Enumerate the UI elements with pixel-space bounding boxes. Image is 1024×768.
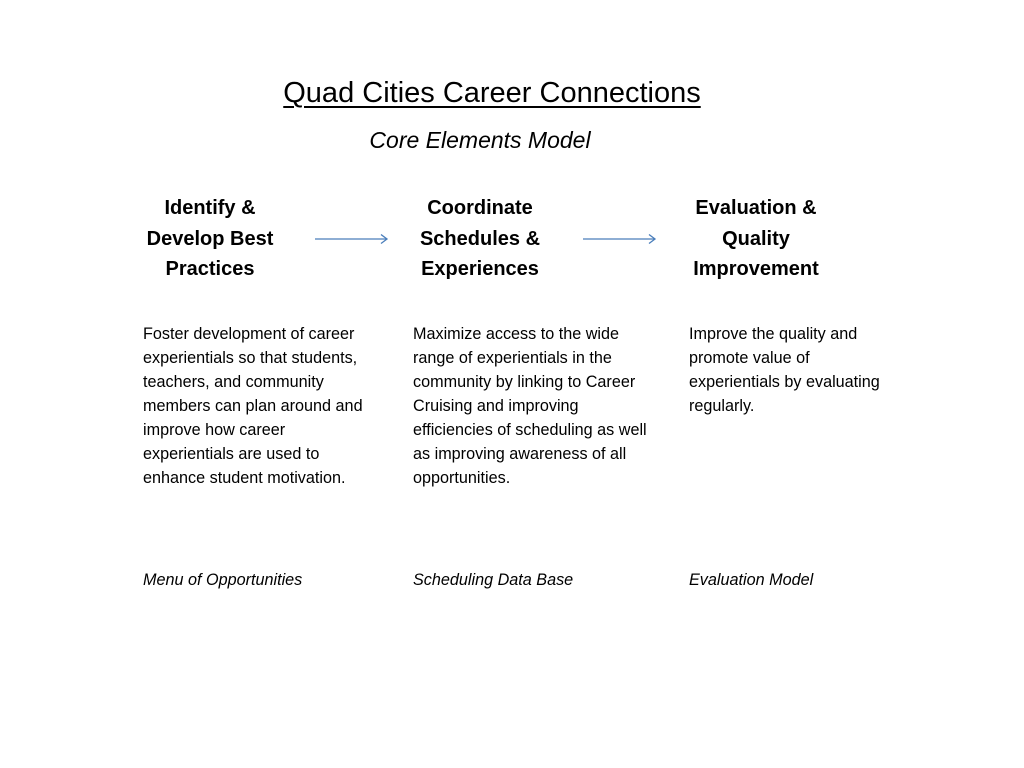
heading-line: Improvement	[693, 258, 819, 280]
element-heading-identify	[120, 193, 300, 285]
flow-arrow-1-to-2	[313, 230, 393, 248]
diagram-subtitle: Core Elements Model	[369, 127, 591, 153]
element-description-coordinate: Maximize access to the wide range of experientials in the community by linking to Career Cruising and improving efficiencies of scheduling as well as improving awareness of all opportunities.	[413, 325, 647, 487]
heading-line: Practices	[165, 258, 255, 280]
heading-line: Schedules &	[419, 227, 541, 250]
heading-line: Experiences	[421, 258, 539, 280]
diagram-title: Quad Cities Career Connections	[283, 77, 701, 109]
heading-line: Identify &	[164, 197, 256, 219]
element-description-evaluation: Improve the quality and promote value of experientials by evaluating regularly.	[689, 325, 880, 415]
element-tool-evaluation: Evaluation Model	[689, 571, 814, 589]
heading-line: Quality	[722, 227, 790, 250]
heading-line: Evaluation &	[695, 197, 817, 219]
element-heading-evaluation	[666, 193, 846, 285]
heading-line: Develop Best	[146, 227, 274, 250]
element-tool-identify: Menu of Opportunities	[143, 571, 303, 589]
element-heading-coordinate	[390, 193, 570, 285]
flow-arrow-2-to-3	[581, 230, 661, 248]
element-tool-coordinate: Scheduling Data Base	[413, 571, 574, 589]
element-description-identify: Foster development of career experientials so that students, teachers, and community members can plan around and improve how career experientials are used to enhance student motivation.	[143, 325, 363, 487]
heading-line: Coordinate	[427, 197, 533, 219]
